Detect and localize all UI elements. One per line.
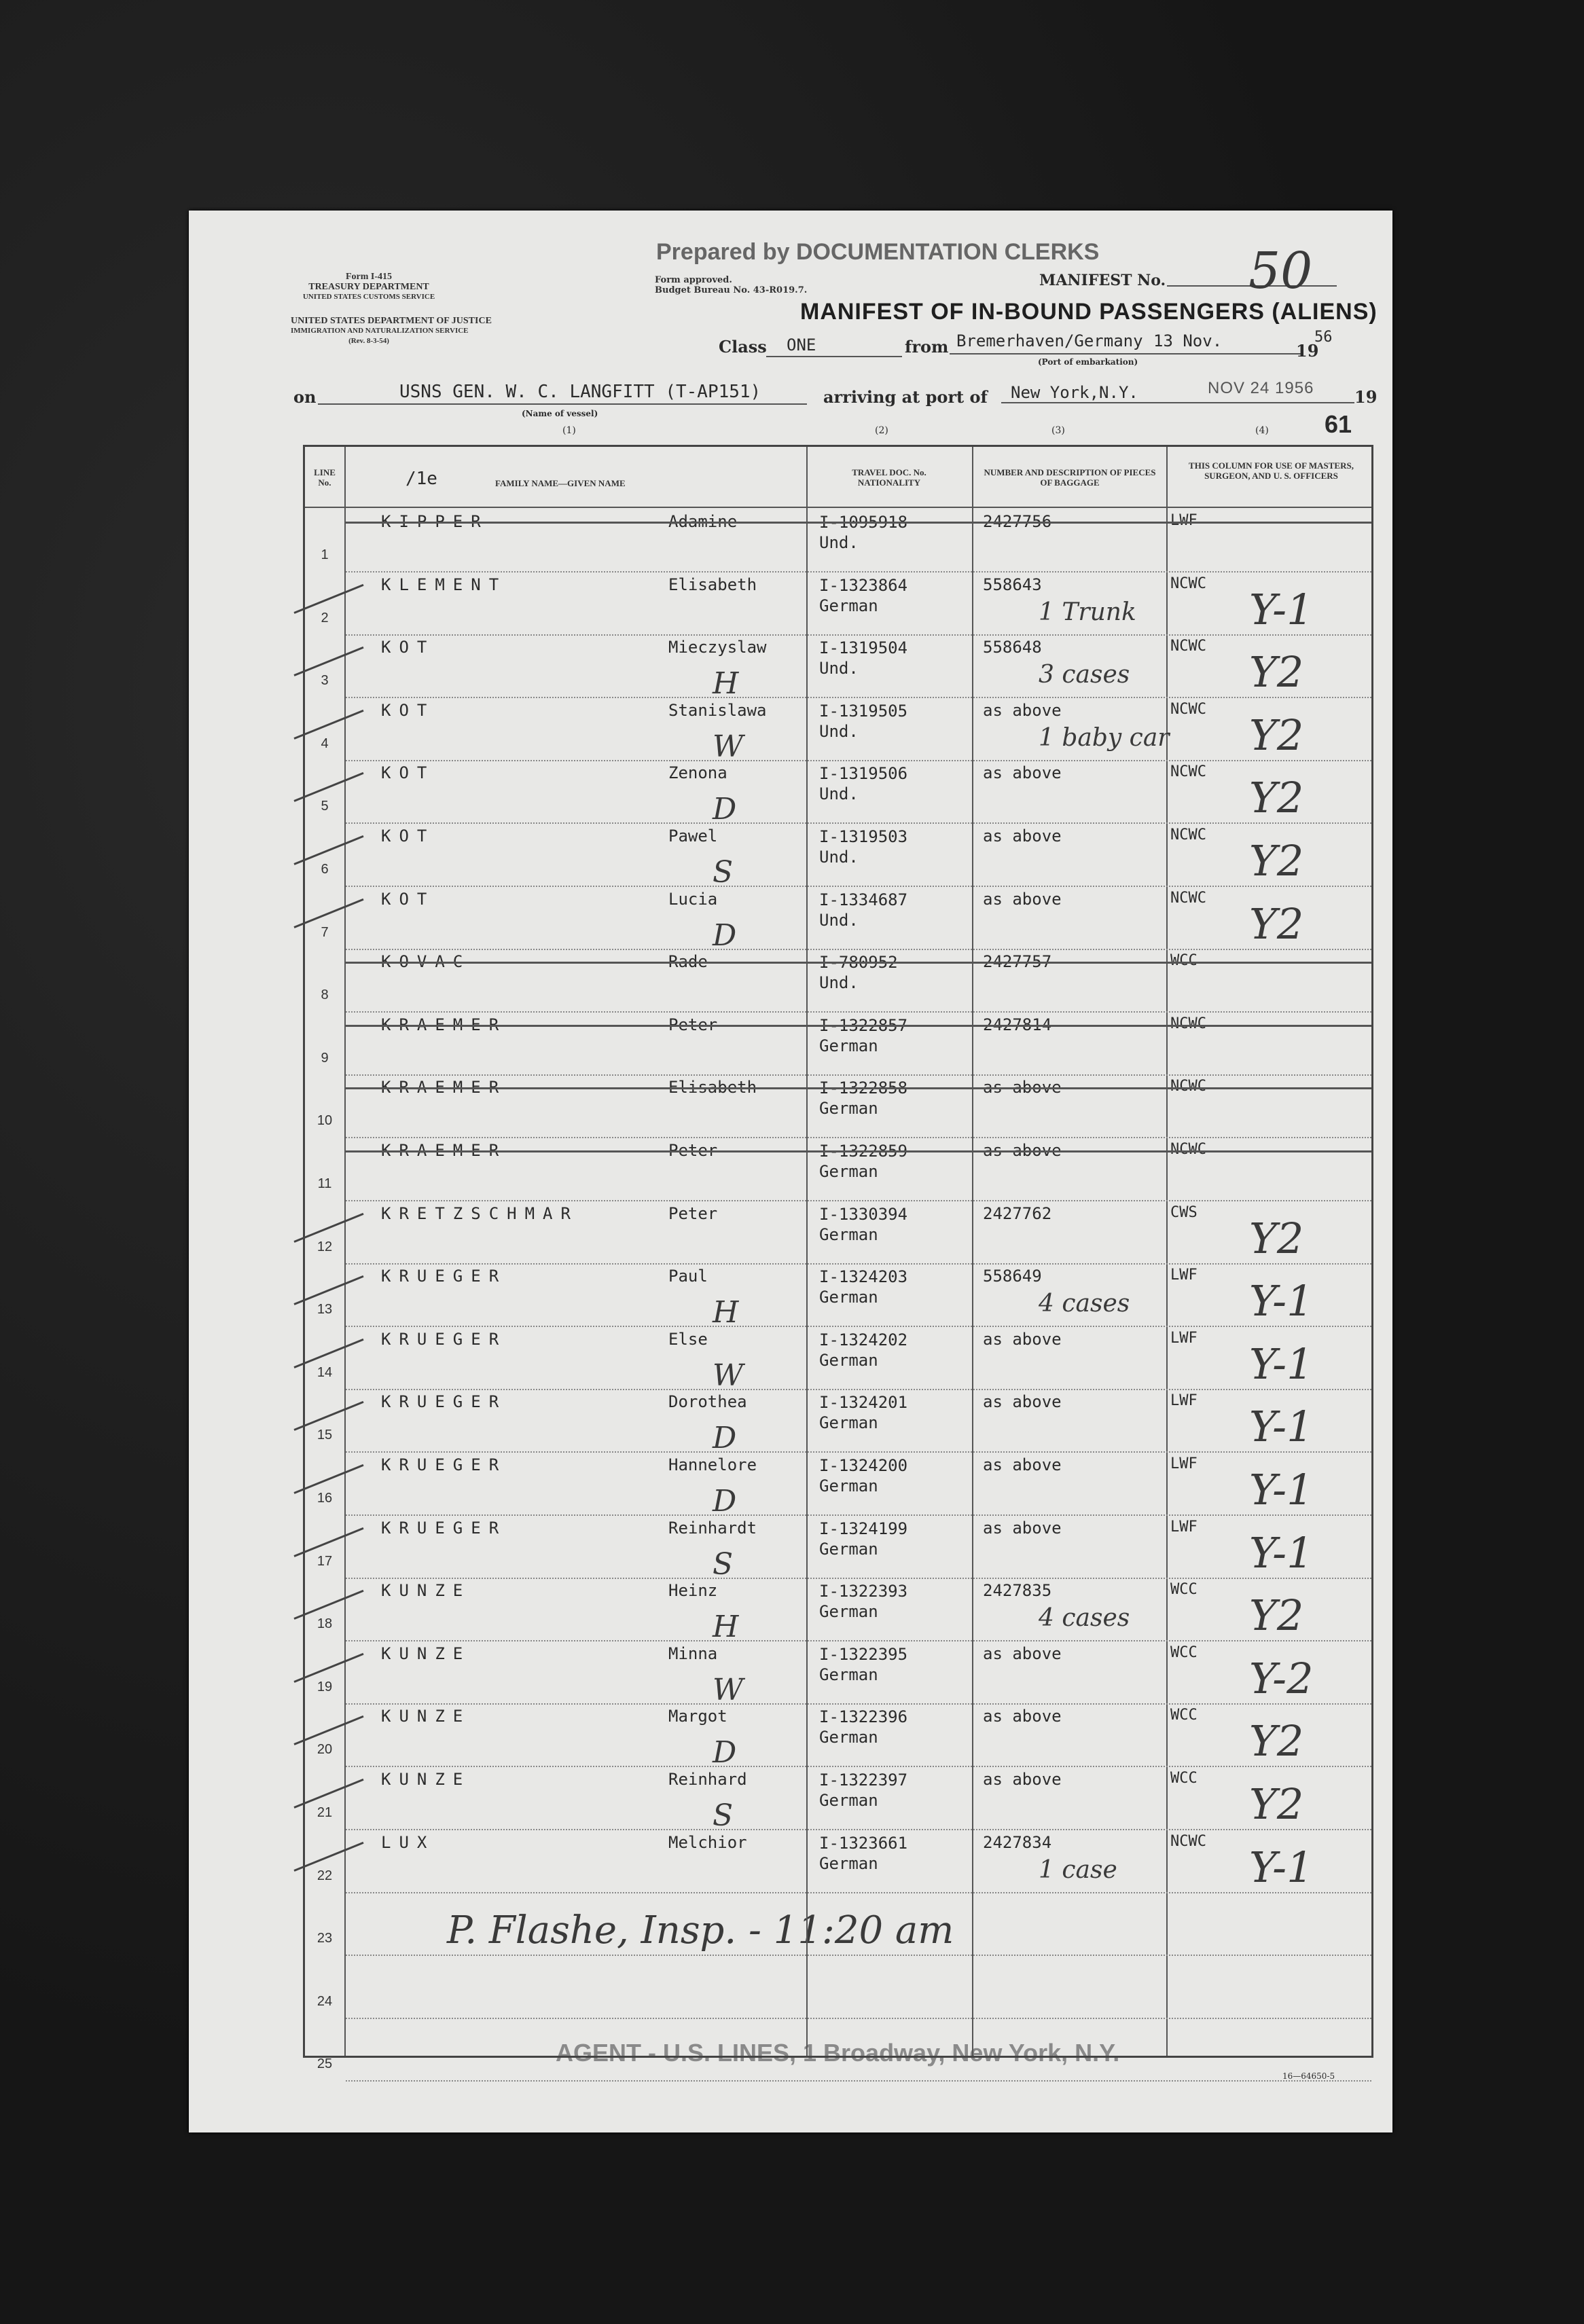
travel-doc: I-1095918 Und. — [819, 513, 908, 552]
agency-code: NCWC — [1170, 1141, 1206, 1158]
baggage: 558648 — [983, 638, 1042, 657]
table-row — [305, 698, 1371, 764]
vessel-line — [318, 403, 807, 405]
baggage: as above — [983, 1707, 1062, 1726]
given-name: Rade — [668, 952, 708, 972]
row-rule — [346, 2080, 1371, 2082]
class-label: Class — [719, 337, 767, 357]
family-name: KUNZE — [381, 1581, 471, 1601]
line-no-header: LINE No. — [314, 467, 336, 488]
form-block: Form I-415 TREASURY DEPARTMENT UNITED STATES CUSTOMS SERVICE — [302, 272, 435, 301]
check-mark — [293, 898, 363, 928]
strike-line — [346, 1087, 1371, 1089]
table-row — [305, 1893, 1371, 1956]
table-row — [305, 824, 1371, 890]
line-number: 7 — [321, 924, 329, 940]
travel-doc: I-1324203 German — [819, 1267, 908, 1307]
family-name: KOT — [381, 700, 435, 720]
check-mark — [293, 1779, 363, 1809]
given-name: Zenona — [668, 763, 727, 783]
table-row — [305, 1390, 1371, 1456]
officer-mark: Y2 — [1249, 1213, 1304, 1263]
table-row — [305, 1327, 1371, 1393]
given-name: Stanislawa — [668, 700, 767, 720]
year-prefix: 19 — [1296, 341, 1319, 361]
officer-mark: Y2 — [1249, 1716, 1304, 1766]
class-value: ONE — [787, 335, 816, 355]
officer-mark: Y-1 — [1249, 1842, 1314, 1892]
agency-code: LWF — [1170, 512, 1198, 529]
doc-header: TRAVEL DOC. No. NATIONALITY — [852, 467, 926, 488]
check-mark — [293, 583, 363, 613]
table-row — [305, 761, 1371, 827]
travel-doc: I-1322393 German — [819, 1582, 908, 1622]
on-label: on — [293, 387, 317, 407]
family-name: KRETZSCHMAR — [381, 1203, 579, 1223]
officer-mark: Y2 — [1249, 1779, 1304, 1829]
agency-code: WCC — [1170, 1770, 1198, 1787]
travel-doc: I-1324201 German — [819, 1393, 908, 1433]
agency-code: LWF — [1170, 1267, 1198, 1284]
line-number: 10 — [317, 1113, 333, 1129]
travel-doc: I-1330394 German — [819, 1204, 908, 1244]
travel-doc: I-1322397 German — [819, 1771, 908, 1810]
inspector-note: P. Flashe, Insp. - 11:20 am — [447, 1908, 954, 1953]
relation-note: H — [713, 1610, 739, 1645]
baggage-note: 1 baby car — [1039, 723, 1170, 752]
table-row — [305, 1453, 1371, 1519]
table-row — [305, 949, 1371, 1013]
line-number: 2 — [321, 610, 329, 625]
agency-code: NCWC — [1170, 827, 1206, 843]
given-name: Peter — [668, 1015, 718, 1034]
check-mark — [293, 835, 363, 865]
table-row — [305, 1264, 1371, 1330]
given-name: Mieczyslaw — [668, 638, 767, 657]
arriving-label: arriving at port of — [823, 387, 988, 407]
baggage: as above — [983, 889, 1062, 909]
baggage: 2427757 — [983, 952, 1052, 972]
table-row — [305, 1641, 1371, 1705]
baggage: 558649 — [983, 1267, 1042, 1286]
relation-note: D — [713, 1484, 737, 1519]
officer-mark: Y-1 — [1249, 1276, 1314, 1326]
family-name: KRUEGER — [381, 1329, 507, 1349]
table-row — [305, 1201, 1371, 1265]
agency-code: NCWC — [1170, 889, 1206, 907]
travel-doc: I-780952 Und. — [819, 953, 898, 993]
line-number: 23 — [317, 1931, 333, 1946]
table-row — [305, 887, 1371, 953]
arrival-line — [1001, 402, 1354, 403]
agency-code: NCWC — [1170, 700, 1206, 718]
officer-mark: Y2 — [1249, 1591, 1304, 1641]
officer-mark: Y2 — [1249, 836, 1304, 886]
baggage: 558643 — [983, 575, 1042, 594]
travel-doc: I-1322857 German — [819, 1015, 908, 1055]
line-number: 24 — [317, 1993, 333, 2009]
baggage-note: 4 cases — [1039, 1604, 1130, 1633]
line-number: 13 — [317, 1302, 333, 1318]
table-row — [305, 1704, 1371, 1771]
given-name: Hannelore — [668, 1455, 757, 1474]
given-name: Paul — [668, 1267, 708, 1286]
line-number: 18 — [317, 1616, 333, 1632]
family-name: KUNZE — [381, 1707, 471, 1726]
family-name: KLEMENT — [381, 575, 507, 594]
officer-mark: Y2 — [1249, 647, 1304, 697]
officer-mark: Y-1 — [1249, 1402, 1314, 1452]
strike-line — [346, 1150, 1371, 1152]
officer-mark: Y2 — [1249, 710, 1304, 760]
line-number: 21 — [317, 1805, 333, 1820]
family-name: KOT — [381, 638, 435, 657]
baggage: as above — [983, 763, 1062, 783]
arrival-port: New York,N.Y. — [1011, 383, 1138, 402]
travel-doc: I-1323864 German — [819, 575, 908, 615]
year-suffix: 56 — [1314, 329, 1333, 346]
family-name: KOVAC — [381, 952, 471, 972]
check-mark — [293, 1653, 363, 1683]
baggage: 2427762 — [983, 1203, 1052, 1223]
baggage-note: 3 cases — [1039, 661, 1130, 689]
travel-doc: I-1322859 German — [819, 1142, 908, 1181]
travel-doc: I-1324202 German — [819, 1330, 908, 1370]
baggage: 2427814 — [983, 1015, 1052, 1034]
family-name: KOT — [381, 763, 435, 783]
agency-code: WCC — [1170, 952, 1198, 970]
col-num-1: (1) — [562, 425, 576, 436]
passenger-table — [303, 445, 1373, 2072]
check-mark — [293, 1212, 363, 1242]
header-rule — [305, 507, 1371, 508]
given-name: Elisabeth — [668, 575, 757, 594]
given-name: Peter — [668, 1203, 718, 1223]
relation-note: D — [713, 1735, 737, 1771]
baggage: as above — [983, 1770, 1062, 1789]
baggage: 2427835 — [983, 1581, 1052, 1601]
port-caption: (Port of embarkation) — [1038, 357, 1138, 367]
baggage: as above — [983, 1518, 1062, 1538]
baggage: as above — [983, 1455, 1062, 1474]
baggage: as above — [983, 1141, 1062, 1160]
check-mark — [293, 1527, 363, 1557]
agency-code: NCWC — [1170, 575, 1206, 592]
family-name: KUNZE — [381, 1770, 471, 1789]
given-name: Adamine — [668, 512, 738, 531]
officer-mark: Y2 — [1249, 898, 1304, 949]
baggage: as above — [983, 1329, 1062, 1349]
table-row — [305, 2018, 1371, 2082]
agency-code: NCWC — [1170, 1015, 1206, 1032]
travel-doc: I-1324199 German — [819, 1519, 908, 1559]
line-number: 22 — [317, 1868, 333, 1883]
date-value: 13 Nov. — [1153, 331, 1223, 350]
line-number: 20 — [317, 1742, 333, 1758]
travel-doc: I-1319506 Und. — [819, 764, 908, 804]
baggage-note: 4 cases — [1039, 1290, 1130, 1318]
family-name: KRAEMER — [381, 1141, 507, 1160]
agency-code: WCC — [1170, 1581, 1198, 1599]
check-mark — [293, 1841, 363, 1871]
family-name: KIPPER — [381, 512, 489, 531]
table-row — [305, 1075, 1371, 1138]
line-number: 14 — [317, 1364, 333, 1380]
given-name: Melchior — [668, 1832, 747, 1852]
officer-mark: Y-1 — [1249, 1339, 1314, 1389]
agency-code: NCWC — [1170, 763, 1206, 781]
class-line — [766, 356, 902, 357]
family-name: KOT — [381, 827, 435, 846]
line-number: 15 — [317, 1428, 333, 1443]
line-number: 6 — [321, 862, 329, 877]
given-name: Lucia — [668, 889, 718, 909]
strike-line — [346, 1025, 1371, 1027]
family-name: KRUEGER — [381, 1518, 507, 1538]
line-number: 1 — [321, 547, 329, 562]
strike-line — [346, 522, 1371, 524]
relation-note: W — [713, 729, 744, 764]
baggage: as above — [983, 827, 1062, 846]
line-number: 19 — [317, 1679, 333, 1694]
table-row — [305, 635, 1371, 702]
baggage: 2427834 — [983, 1832, 1052, 1852]
relation-note: W — [713, 1672, 744, 1707]
given-name: Elisabeth — [668, 1078, 757, 1097]
agency-code: NCWC — [1170, 1078, 1206, 1095]
given-name: Margot — [668, 1707, 727, 1726]
col-num-4: (4) — [1255, 425, 1269, 436]
given-name: Else — [668, 1329, 708, 1349]
manifest-label: MANIFEST No. — [1039, 272, 1166, 289]
check-mark — [293, 1590, 363, 1620]
given-name: Heinz — [668, 1581, 718, 1601]
agency-code: LWF — [1170, 1455, 1198, 1472]
baggage-note: 1 Trunk — [1039, 598, 1136, 626]
travel-doc: I-1334687 Und. — [819, 890, 908, 930]
from-value: Bremerhaven/Germany — [956, 331, 1143, 350]
line-number: 5 — [321, 799, 329, 814]
given-name: Dorothea — [668, 1392, 747, 1412]
relation-note: D — [713, 1421, 737, 1456]
table-row — [305, 1830, 1371, 1893]
family-name: LUX — [381, 1832, 435, 1852]
line-number: 25 — [317, 2056, 333, 2072]
officer-mark: Y-1 — [1249, 1465, 1314, 1514]
agency-code: LWF — [1170, 1329, 1198, 1347]
check-mark — [293, 1339, 363, 1368]
agency-code: WCC — [1170, 1644, 1198, 1661]
check-mark — [293, 1464, 363, 1494]
family-name: KRAEMER — [381, 1015, 507, 1034]
check-mark — [293, 1715, 363, 1745]
baggage: 2427756 — [983, 512, 1052, 531]
line-number: 3 — [321, 673, 329, 689]
line-number: 8 — [321, 987, 329, 1003]
travel-doc: I-1319505 Und. — [819, 701, 908, 741]
line-number: 11 — [317, 1176, 332, 1191]
baggage: as above — [983, 1392, 1062, 1412]
baggage: as above — [983, 1644, 1062, 1663]
given-name: Reinhardt — [668, 1518, 757, 1538]
justice-block: UNITED STATES DEPARTMENT OF JUSTICE IMMIGRATION AND NATURALIZATION SERVICE (Rev. 8-3-54) — [291, 316, 492, 345]
family-name: KRAEMER — [381, 1078, 507, 1097]
from-line — [950, 353, 1303, 355]
officer-mark: Y2 — [1249, 773, 1304, 823]
officers-header: THIS COLUMN FOR USE OF MASTERS, SURGEON, AND U. S. OFFICERS — [1189, 460, 1354, 481]
agency-code: NCWC — [1170, 1832, 1206, 1850]
check-mark — [293, 772, 363, 802]
vessel-name: USNS GEN. W. C. LANGFITT (T-AP151) — [399, 382, 761, 402]
given-name: Peter — [668, 1141, 718, 1160]
relation-note: D — [713, 918, 737, 953]
check-mark — [293, 710, 363, 740]
officer-mark: Y-1 — [1249, 584, 1314, 634]
arrival-stamp: NOV 24 1956 — [1208, 379, 1314, 397]
family-name: KUNZE — [381, 1644, 471, 1663]
line-number: 16 — [317, 1491, 333, 1506]
given-name: Reinhard — [668, 1770, 747, 1789]
relation-note: D — [713, 792, 737, 827]
travel-doc: I-1324200 German — [819, 1456, 908, 1495]
family-name: KOT — [381, 889, 435, 909]
manifest-title: MANIFEST OF IN-BOUND PASSENGERS (ALIENS) — [800, 299, 1378, 325]
line-number: 4 — [321, 736, 329, 751]
arrival-year: 19 — [1354, 387, 1378, 407]
travel-doc: I-1319503 Und. — [819, 827, 908, 867]
table-row — [305, 1013, 1371, 1076]
agency-code: LWF — [1170, 1518, 1198, 1536]
travel-doc: I-1319504 Und. — [819, 638, 908, 678]
form-approved: Form approved. Budget Bureau No. 43-R019.7. — [655, 275, 808, 295]
line-number: 12 — [317, 1239, 333, 1254]
clerks-stamp: Prepared by DOCUMENTATION CLERKS — [656, 239, 1100, 265]
family-name: KRUEGER — [381, 1455, 507, 1474]
family-name: KRUEGER — [381, 1267, 507, 1286]
vessel-caption: (Name of vessel) — [522, 409, 598, 418]
relation-note: S — [713, 855, 734, 890]
check-mark — [293, 1401, 363, 1431]
table-row — [305, 1516, 1371, 1582]
travel-doc: I-1322395 German — [819, 1644, 908, 1684]
relation-note: S — [713, 1546, 734, 1582]
line-number: 9 — [321, 1050, 329, 1066]
table-row — [305, 573, 1371, 636]
check-mark — [293, 647, 363, 676]
table-row — [305, 1138, 1371, 1201]
check-mark — [293, 1275, 363, 1305]
agency-code: NCWC — [1170, 638, 1206, 655]
given-name: Pawel — [668, 827, 718, 846]
given-name: Minna — [668, 1644, 718, 1663]
table-row — [305, 1956, 1371, 2019]
agency-code: WCC — [1170, 1707, 1198, 1724]
baggage: as above — [983, 1078, 1062, 1097]
agency-code: LWF — [1170, 1392, 1198, 1410]
col-num-3: (3) — [1051, 425, 1065, 436]
relation-note: W — [713, 1358, 744, 1393]
travel-doc: I-1323661 German — [819, 1833, 908, 1873]
officer-mark: Y-2 — [1249, 1653, 1314, 1703]
family-name: KRUEGER — [381, 1392, 507, 1412]
manifest-number: 50 — [1248, 242, 1313, 300]
travel-doc: I-1322858 German — [819, 1078, 908, 1119]
baggage: as above — [983, 700, 1062, 720]
relation-note: S — [713, 1798, 734, 1833]
strike-line — [346, 962, 1371, 964]
table-row — [305, 1578, 1371, 1645]
col-num-2: (2) — [875, 425, 888, 436]
page-number: 61 — [1325, 410, 1352, 438]
line-number: 17 — [317, 1553, 333, 1569]
print-code: 16—64650-5 — [1282, 2071, 1335, 2081]
agency-code: CWS — [1170, 1203, 1198, 1221]
travel-doc: I-1322396 German — [819, 1707, 908, 1747]
relation-note: H — [713, 1295, 739, 1330]
table-row — [305, 509, 1371, 573]
family-code: /1e — [406, 469, 437, 489]
officer-mark: Y-1 — [1249, 1527, 1314, 1578]
from-label: from — [905, 337, 949, 357]
relation-note: H — [713, 666, 739, 702]
baggage-note: 1 case — [1039, 1855, 1117, 1884]
name-header: FAMILY NAME—GIVEN NAME — [495, 478, 626, 488]
agent-stamp: AGENT - U.S. LINES, 1 Broadway, New York, N.Y. — [556, 2039, 1120, 2067]
table-row — [305, 1767, 1371, 1833]
baggage-header: NUMBER AND DESCRIPTION OF PIECES OF BAGGAGE — [984, 467, 1156, 488]
